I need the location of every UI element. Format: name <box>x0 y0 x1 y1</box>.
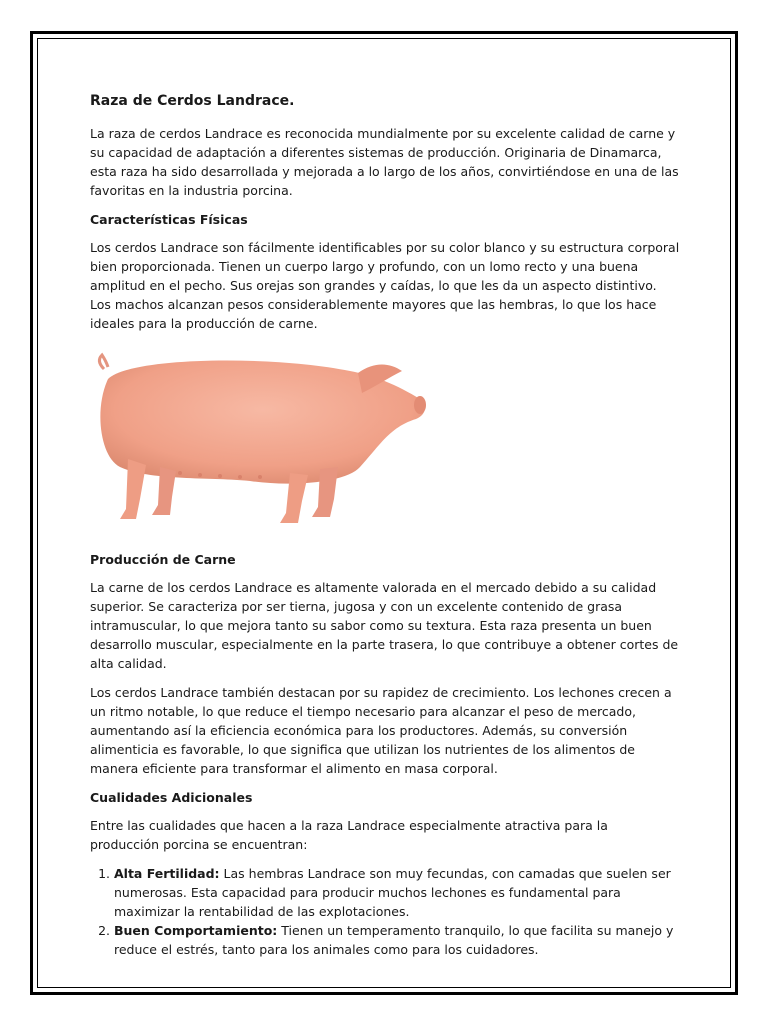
landrace-pig-image <box>90 349 430 529</box>
document-body <box>90 92 680 959</box>
heading-meat: Producción de Carne <box>90 552 236 567</box>
extra-intro-paragraph: Entre las cualidades que hacen a la raza Landrace especialmente atractiva para la producción porcina se encuentran: <box>90 818 608 852</box>
list-item-text: Tienen un temperamento tranquilo, lo que facilita su manejo y reduce el estrés, tanto para los animales como para los cuidadores. <box>114 923 674 957</box>
heading-physical: Características Físicas <box>90 212 248 227</box>
intro-paragraph: La raza de cerdos Landrace es reconocida mundialmente por su excelente calidad de carne y su capacidad de adaptación a diferentes sistemas de producción. Originaria de Dinamarca, esta raza ha sido desarrollada y mejorada a lo largo de los años, convirtiéndose en una de las favoritas en la industria porcina. <box>90 126 679 198</box>
list-item-text: Las hembras Landrace son muy fecundas, con camadas que suelen ser numerosas. Esta capacidad para producir muchos lechones es fundamental para maximizar la rentabilidad de las explotaciones. <box>114 866 671 919</box>
heading-extra: Cualidades Adicionales <box>90 790 253 805</box>
physical-paragraph: Los cerdos Landrace son fácilmente identificables por su color blanco y su estructura corporal bien proporcionada. Tienen un cuerpo largo y profundo, con un lomo recto y una buena amplitud en el pecho. Sus orejas son grandes y caídas, lo que les da un aspecto distintivo. Los machos alcanzan pesos considerablemente mayores que las hembras, lo que los hace ideales para la producción de carne. <box>90 240 680 331</box>
qualities-list <box>90 864 680 959</box>
document-title: Raza de Cerdos Landrace. <box>90 93 295 109</box>
meat-paragraph-2: Los cerdos Landrace también destacan por su rapidez de crecimiento. Los lechones crecen a un ritmo notable, lo que reduce el tiempo necesario para alcanzar el peso de mercado, aumentando así la eficiencia económica para los productores. Además, su conversión alimenticia es favorable, lo que significa que utilizan los nutrientes de los alimentos de manera eficiente para transformar el alimento en masa corporal. <box>90 685 672 776</box>
meat-paragraph-1: La carne de los cerdos Landrace es altamente valorada en el mercado debido a su calidad superior. Se caracteriza por ser tierna, jugosa y con un excelente contenido de grasa intramuscular, lo que mejora tanto su sabor como su textura. Esta raza presenta un buen desarrollo muscular, especialmente en la parte trasera, lo que contribuye a obtener cortes de alta calidad. <box>90 580 679 671</box>
list-item <box>114 921 680 959</box>
list-item-term: Alta Fertilidad: <box>114 866 220 881</box>
list-item-term: Buen Comportamiento: <box>114 923 278 938</box>
list-item <box>114 864 680 921</box>
